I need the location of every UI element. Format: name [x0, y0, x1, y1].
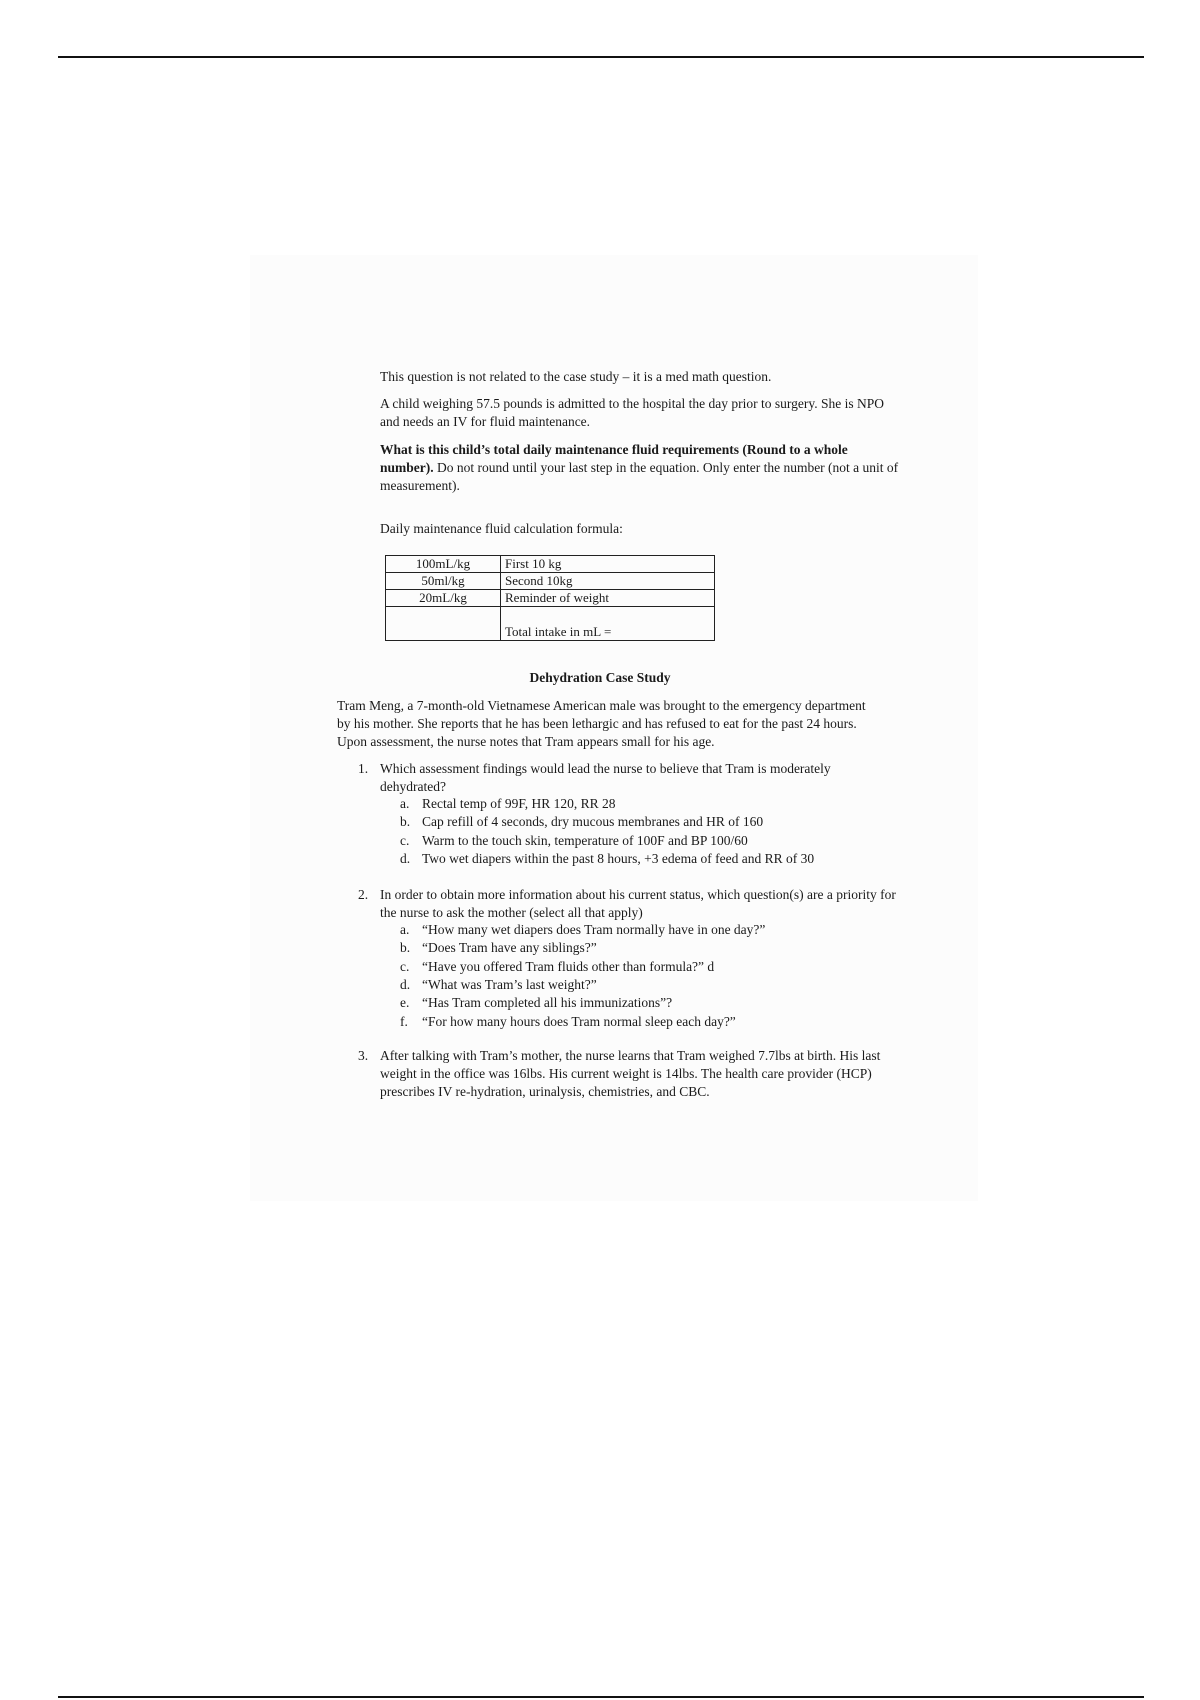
- option-letter: f.: [400, 1013, 408, 1029]
- question-text: After talking with Tram’s mother, the nurse learns that Tram weighed 7.7lbs at birth. His last weight in the office was 16lbs. His current weight is 14lbs. The health care provider (HCP) prescribes IV re-hydration, urinalysis, chemistries, and CBC.: [380, 1048, 881, 1099]
- option-text: Two wet diapers within the past 8 hours, +3 edema of feed and RR of 30: [422, 850, 815, 866]
- bottom-rule: [58, 1696, 1144, 1698]
- case-study-title: Dehydration Case Study: [529, 670, 671, 685]
- option-letter: c.: [400, 832, 410, 848]
- question-text: In order to obtain more information about his current status, which question(s) are a priority for the nurse to ask the mother (select all that apply): [380, 887, 896, 920]
- intro-question-rest: Do not round until your last step in the equation. Only enter the number (not a unit of measurement).: [380, 460, 899, 493]
- formula-rate-cell: [386, 607, 501, 641]
- option-letter: d.: [400, 850, 411, 866]
- option-text: Warm to the touch skin, temperature of 100F and BP 100/60: [422, 832, 748, 848]
- formula-range-cell: Reminder of weight: [501, 590, 715, 607]
- option-letter: b.: [400, 940, 411, 956]
- intro-note: This question is not related to the case study – it is a med math question.: [380, 369, 772, 384]
- option-letter: e.: [400, 995, 410, 1011]
- formula-range-cell: Total intake in mL =: [501, 607, 715, 641]
- option-text: “What was Tram’s last weight?”: [422, 976, 597, 992]
- top-rule: [58, 56, 1144, 58]
- intro-question: [380, 441, 900, 495]
- question-number: 2.: [358, 887, 369, 902]
- option-text: “Have you offered Tram fluids other than formula?” d: [422, 958, 715, 974]
- formula-range-cell: First 10 kg: [501, 556, 715, 573]
- question-number: 3.: [358, 1048, 369, 1063]
- option-letter: b.: [400, 814, 411, 830]
- formula-row: [386, 607, 715, 641]
- option-text: “For how many hours does Tram normal sleep each day?”: [422, 1013, 736, 1029]
- option-letter: a.: [400, 796, 410, 811]
- question-text: Which assessment findings would lead the nurse to believe that Tram is moderately dehydrated?: [380, 761, 831, 794]
- formula-row: [386, 556, 715, 573]
- formula-rate-cell: 50ml/kg: [386, 573, 501, 590]
- intro-scenario: A child weighing 57.5 pounds is admitted to the hospital the day prior to surgery. She is NPO and needs an IV for fluid maintenance.: [380, 396, 884, 429]
- option-text: “Does Tram have any siblings?”: [422, 940, 597, 956]
- formula-label: Daily maintenance fluid calculation formula:: [380, 521, 623, 536]
- case-description: Tram Meng, a 7-month-old Vietnamese American male was brought to the emergency department by his mother. She reports that he has been lethargic and has refused to eat for the past 24 hours. Upon assessment, the nurse notes that Tram appears small for his age.: [337, 698, 866, 749]
- intro-question-bold: What is this child’s total daily maintenance fluid requirements (Round to a whole number).: [380, 442, 848, 475]
- option-text: Rectal temp of 99F, HR 120, RR 28: [422, 796, 616, 811]
- option-text: “Has Tram completed all his immunizations”?: [422, 995, 673, 1011]
- option-text: “How many wet diapers does Tram normally have in one day?”: [422, 922, 766, 937]
- formula-table: [385, 555, 715, 641]
- option-text: Cap refill of 4 seconds, dry mucous membranes and HR of 160: [422, 814, 764, 830]
- question-number: 1.: [358, 761, 369, 776]
- option-letter: a.: [400, 922, 410, 937]
- formula-row: [386, 573, 715, 590]
- formula-row: [386, 590, 715, 607]
- formula-rate-cell: 100mL/kg: [386, 556, 501, 573]
- option-letter: c.: [400, 958, 410, 974]
- formula-range-cell: Second 10kg: [501, 573, 715, 590]
- formula-rate-cell: 20mL/kg: [386, 590, 501, 607]
- option-letter: d.: [400, 976, 411, 992]
